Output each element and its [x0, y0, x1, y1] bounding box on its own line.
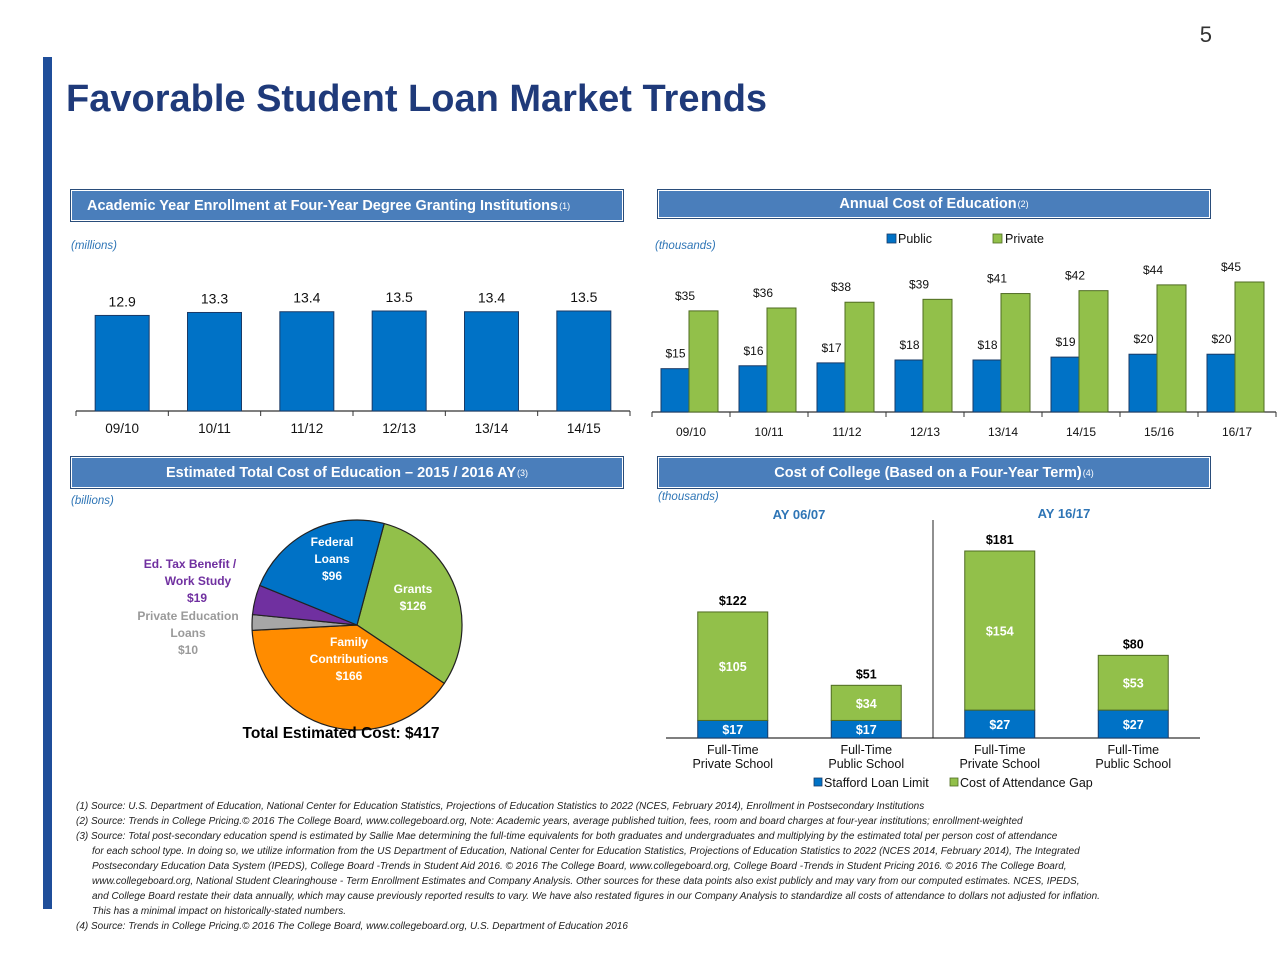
enrollment-data-label: 13.5: [385, 289, 413, 305]
enrollment-panel-header: [70, 189, 624, 222]
private-bar: [689, 311, 718, 412]
pie-value-grants: $126: [399, 599, 427, 613]
enrollment-title-note: (1): [559, 200, 571, 211]
private-data-label: $41: [986, 271, 1008, 286]
pie-label-ed-tax-benefit: Ed. Tax Benefit /: [143, 557, 237, 571]
pie-label-federal-loans: Loans: [314, 552, 350, 566]
private-bar: [1079, 291, 1108, 412]
enrollment-x-tick-label: 10/11: [198, 421, 231, 436]
legend-private-swatch: [993, 234, 1002, 243]
college-x-tick-label: Full-Time: [840, 743, 893, 757]
annual-cost-unit: (thousands): [655, 240, 716, 252]
footnote-3-line-4: www.collegeboard.org, National Student Clearinghouse - Term Enrollment Estimates and Company Analysis. Other sources for these data points also exist publicly and may vary from our computed estimates. NCES, IPEDS,: [92, 876, 1080, 887]
enrollment-chart: [70, 255, 640, 445]
legend-gap-label: Cost of Attendance Gap: [960, 776, 1093, 790]
public-bar: [1129, 354, 1158, 412]
college-cost-title: Cost of College (Based on a Four-Year Term): [774, 464, 1082, 481]
annual-cost-chart: [640, 225, 1280, 450]
total-cost-unit: (billions): [71, 495, 114, 507]
footnote-3-line-2: for each school type. In doing so, we utilize information from the US Department of Education, National Center for Education Statistics, Projections of Education Statistics to 2022 (NCES 2014, February 2014), The Integrated: [92, 846, 1080, 857]
footnote-1: (1) Source: U.S. Department of Education, National Center for Education Statistics, Projections of Education Statistics to 2022 (NCES, February 2014), Enrollment in Postsecondary Institutions: [76, 801, 925, 812]
footnote-3-line-5: and College Board restate their data annually, which may cause previously reported results to vary. We have also restated figures in our Company Analysis to standardize all costs of attendance to dollars not adjusted for inflation.: [92, 891, 1100, 902]
pie-label-federal-loans: Federal: [310, 535, 354, 549]
enrollment-data-label: 13.4: [293, 289, 321, 306]
stafford-loan-data-label: $27: [1122, 718, 1144, 733]
attendance-gap-data-label: $34: [855, 696, 877, 711]
private-data-label: $44: [1142, 262, 1164, 277]
public-data-label: $16: [743, 343, 764, 358]
private-bar: [1235, 282, 1264, 412]
annual-x-tick-label: 12/13: [909, 425, 941, 439]
footnote-3-line-6: This has a minimal impact on historically-stated numbers.: [92, 906, 346, 917]
private-data-label: $45: [1220, 260, 1242, 274]
college-x-tick-label: Public School: [1095, 757, 1172, 771]
public-bar: [739, 366, 768, 412]
legend-gap-swatch: [950, 778, 958, 786]
stafford-loan-data-label: $27: [989, 718, 1011, 733]
private-bar: [1001, 294, 1030, 412]
college-cost-chart: [640, 500, 1280, 795]
public-data-label: $19: [1055, 335, 1076, 350]
enrollment-bar: [465, 312, 519, 411]
enrollment-data-label: 13.5: [570, 289, 598, 305]
pie-label-family-contributions: Family: [329, 635, 369, 649]
pie-label-private-education-loans: Private Education: [137, 609, 239, 623]
pie-label-ed-tax-benefit: Work Study: [164, 574, 232, 588]
pie-total-label: Total Estimated Cost: $417: [242, 725, 440, 742]
total-data-label: $51: [855, 667, 877, 682]
total-cost-title: Estimated Total Cost of Education – 2015 / 2016 AY: [166, 464, 516, 481]
enrollment-data-label: 12.9: [108, 293, 136, 310]
public-data-label: $15: [665, 346, 686, 361]
private-data-label: $38: [830, 280, 852, 295]
college-cost-panel-header: [657, 456, 1211, 489]
footnote-3: (3) Source: Total post-secondary education spend is estimated by Sallie Mae determining the full-time equivalents for both graduates and undergraduates and multiplying by the estimated total per person cost of attendance: [76, 831, 1058, 842]
enrollment-title: Academic Year Enrollment at Four-Year Degree Granting Institutions: [87, 197, 559, 214]
annual-cost-panel-header: [657, 189, 1211, 219]
pie-label-family-contributions: Contributions: [309, 652, 389, 666]
legend-private-label: Private: [1005, 232, 1044, 246]
enrollment-x-tick-label: 14/15: [566, 421, 601, 436]
enrollment-bar: [188, 312, 242, 411]
private-data-label: $36: [752, 286, 774, 300]
page-title: Favorable Student Loan Market Trends: [66, 78, 768, 120]
footnote-3-line-3: Postsecondary Education Data System (IPEDS), College Board -Trends in Student Aid 2016. © 2016 The College Board, www.collegeboard.org, College Board -Trends in Student Pricing 2016. © 2016 The College Board,: [92, 861, 1067, 872]
enrollment-x-tick-label: 13/14: [474, 421, 509, 436]
college-cost-title-note: (4): [1082, 467, 1094, 478]
footnotes: [76, 799, 1256, 934]
public-data-label: $17: [821, 340, 842, 355]
period-label: AY 06/07: [772, 507, 826, 522]
total-data-label: $181: [985, 533, 1014, 547]
public-data-label: $18: [977, 338, 998, 352]
pie-value-federal-loans: $96: [321, 569, 343, 583]
enrollment-bar: [372, 311, 426, 411]
private-bar: [845, 302, 874, 412]
public-bar: [1051, 357, 1080, 412]
period-label: AY 16/17: [1037, 506, 1091, 521]
college-x-tick-label: Full-Time: [706, 743, 759, 757]
pie-label-private-education-loans: Loans: [170, 626, 206, 640]
pie-value-ed-tax-benefit: $19: [186, 591, 208, 605]
private-data-label: $42: [1064, 268, 1086, 283]
annual-x-tick-label: 09/10: [675, 425, 707, 439]
total-cost-panel-header: [70, 456, 624, 489]
legend-public-label: Public: [898, 232, 933, 246]
public-bar: [1207, 354, 1236, 412]
total-data-label: $122: [718, 593, 747, 608]
college-x-tick-label: Full-Time: [1107, 743, 1160, 757]
stafford-loan-data-label: $17: [722, 723, 744, 738]
pie-value-private-education-loans: $10: [177, 643, 199, 657]
public-data-label: $20: [1133, 332, 1154, 347]
college-x-tick-label: Public School: [828, 757, 905, 771]
private-data-label: $39: [908, 277, 930, 292]
enrollment-bar: [280, 312, 334, 411]
enrollment-data-label: 13.4: [477, 289, 506, 306]
pie-label-grants: Grants: [393, 582, 433, 596]
annual-x-tick-label: 13/14: [987, 425, 1019, 439]
attendance-gap-data-label: $53: [1122, 676, 1144, 691]
accent-bar: [43, 57, 52, 909]
attendance-gap-data-label: $154: [985, 624, 1014, 639]
private-data-label: $35: [674, 288, 696, 303]
public-bar: [661, 369, 690, 412]
annual-x-tick-label: 14/15: [1065, 425, 1097, 439]
annual-x-tick-label: 11/12: [832, 425, 862, 439]
total-cost-pie-chart: [100, 510, 520, 750]
enrollment-data-label: 13.3: [200, 290, 229, 307]
enrollment-unit: (millions): [71, 240, 117, 252]
enrollment-x-tick-label: 12/13: [382, 421, 417, 436]
private-bar: [1157, 285, 1186, 412]
attendance-gap-data-label: $105: [718, 660, 747, 675]
footnote-4: (4) Source: Trends in College Pricing.© 2016 The College Board, www.collegeboard.org, U.S. Department of Education 2016: [76, 921, 628, 932]
enrollment-bar: [557, 311, 611, 411]
annual-x-tick-label: 16/17: [1221, 425, 1253, 439]
private-bar: [923, 299, 952, 412]
stafford-loan-data-label: $17: [855, 723, 877, 738]
annual-cost-title-note: (2): [1017, 199, 1029, 209]
pie-value-family-contributions: $166: [335, 669, 363, 683]
legend-public-swatch: [887, 234, 896, 243]
legend-stafford-label: Stafford Loan Limit: [824, 776, 929, 790]
public-data-label: $18: [899, 338, 920, 352]
legend-stafford-swatch: [814, 778, 822, 786]
page-number: 5: [1199, 22, 1212, 47]
enrollment-bar: [95, 315, 149, 411]
college-cost-unit: (thousands): [658, 491, 719, 503]
annual-cost-title: Annual Cost of Education: [839, 196, 1017, 212]
public-data-label: $20: [1211, 332, 1232, 347]
public-bar: [817, 363, 846, 412]
footnote-2: (2) Source: Trends in College Pricing.© 2016 The College Board, www.collegeboard.org, Note: Academic years, average published tuition, fees, room and board charges at four-year institutions; enrollment-weighted: [76, 816, 1023, 827]
total-data-label: $80: [1122, 637, 1144, 652]
total-cost-title-note: (3): [517, 467, 528, 478]
college-x-tick-label: Private School: [692, 757, 774, 771]
enrollment-x-tick-label: 09/10: [105, 421, 140, 436]
public-bar: [895, 360, 924, 412]
private-bar: [767, 308, 796, 412]
annual-x-tick-label: 10/11: [754, 425, 784, 439]
college-x-tick-label: Full-Time: [973, 743, 1026, 757]
enrollment-x-tick-label: 11/12: [290, 421, 324, 436]
public-bar: [973, 360, 1002, 412]
annual-x-tick-label: 15/16: [1143, 425, 1175, 439]
college-x-tick-label: Private School: [959, 757, 1041, 771]
